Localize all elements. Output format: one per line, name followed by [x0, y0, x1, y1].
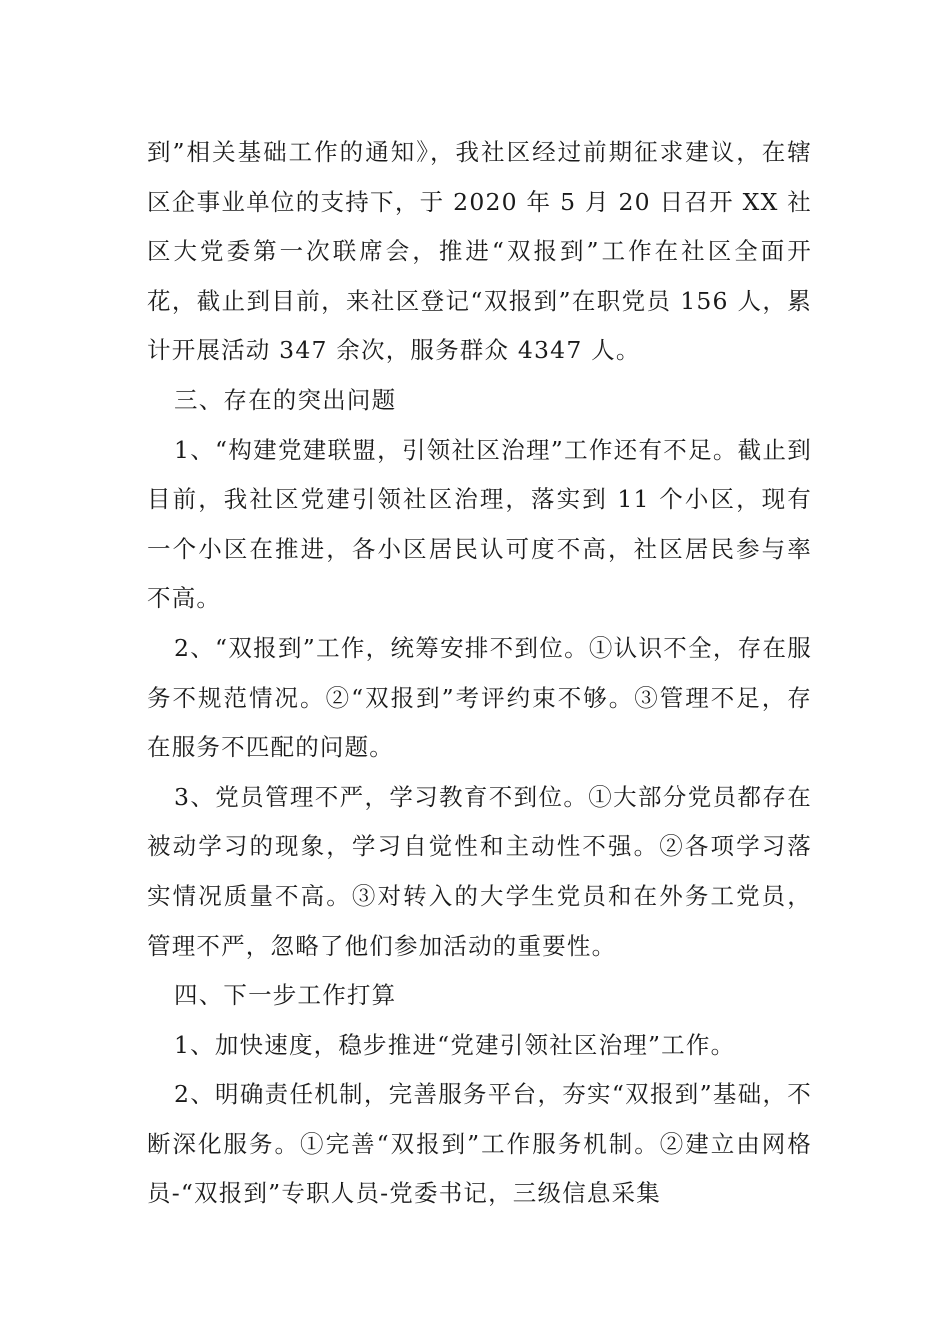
document-body — [147, 128, 812, 1219]
paragraph-issue-2: 2、“双报到”工作，统筹安排不到位。①认识不全，存在服务不规范情况。②“双报到”考评约束不够。③管理不足，存在服务不匹配的问题。 — [147, 633, 812, 762]
paragraph-continuation: 到”相关基础工作的通知》，我社区经过前期征求建议，在辖区企事业单位的支持下，于 2020 年 5 月 20 日召开 XX 社区大党委第一次联席会，推进“双报到”工作在社区全面开花，截止到目前，来社区登记“双报到”在职党员 156 人，累计开展活动 347 余次，服务群众 4347 人。 — [147, 138, 812, 365]
paragraph-issue-1: 1、“构建党建联盟，引领社区治理”工作还有不足。截止到目前，我社区党建引领社区治理，落实到 11 个小区，现有一个小区在推进，各小区居民认可度不高，社区居民参与率不高。 — [147, 435, 812, 613]
section-heading-3: 三、存在的突出问题 — [174, 385, 397, 414]
paragraph-issue-3: 3、党员管理不严，学习教育不到位。①大部分党员都存在被动学习的现象，学习自觉性和主动性不强。②各项学习落实情况质量不高。③对转入的大学生党员和在外务工党员，管理不严，忽略了他们参加活动的重要性。 — [147, 782, 812, 960]
paragraph-plan-2: 2、明确责任机制，完善服务平台，夯实“双报到”基础，不断深化服务。①完善“双报到”工作服务机制。②建立由网格员-“双报到”专职人员-党委书记，三级信息采集 — [147, 1080, 812, 1208]
paragraph-plan-1: 1、加快速度，稳步推进“党建引领社区治理”工作。 — [174, 1030, 736, 1059]
section-heading-4: 四、下一步工作打算 — [174, 981, 397, 1010]
